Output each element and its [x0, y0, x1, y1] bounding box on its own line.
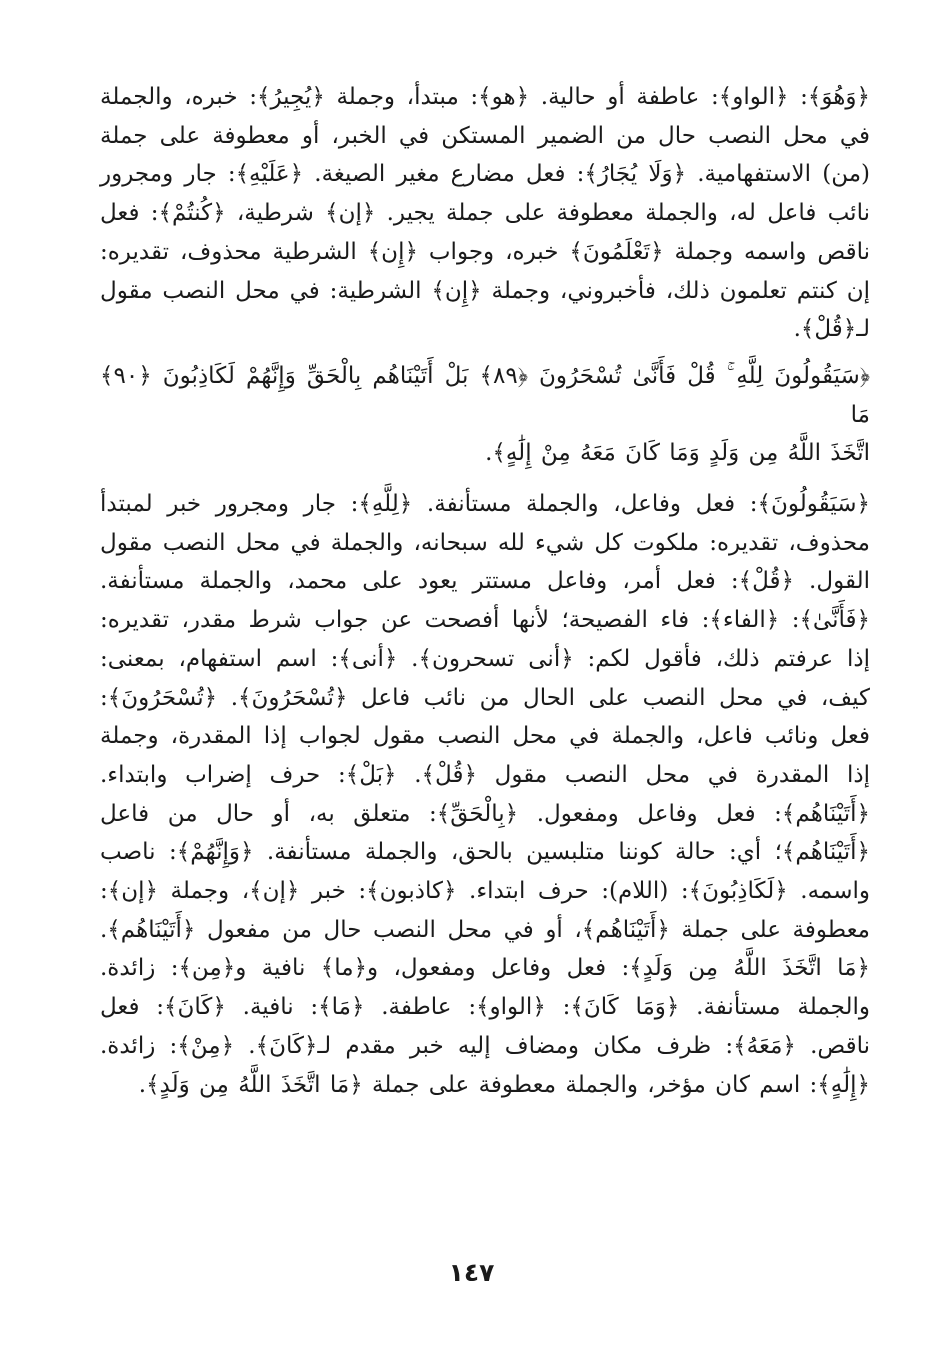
verse-line: اتَّخَذَ اللَّهُ مِن وَلَدٍ وَمَا كَانَ مَعَهُ مِنْ إِلَٰهٍ﴾. — [485, 440, 870, 467]
verse-line: ﴿سَيَقُولُونَ لِلَّهِ ۚ قُلْ فَأَنَّىٰ تُسْحَرُونَ ﴿٨٩﴾ بَلْ أَتَيْنَاهُم بِالْحَقِّ وَإِنَّهُمْ لَكَاذِبُونَ ﴿٩٠﴾ مَا — [100, 362, 870, 428]
page-body — [100, 78, 870, 1104]
page-number: ١٤٧ — [448, 1258, 495, 1287]
commentary-paragraph: ﴿وَهُوَ﴾: ﴿الواو﴾: عاطفة أو حالية. ﴿هو﴾: مبتدأ، وجملة ﴿يُجِيرُ﴾: خبره، والجملة في محل النصب حال من الضمير المستكن في الخبر، أو معطوفة على جملة (من) الاستفهامية. ﴿وَلَا يُجَارُ﴾: فعل مضارع مغير الصيغة. ﴿عَلَيْهِ﴾: جار ومجرور نائب فاعل له، والجملة معطوفة على جملة يجير. ﴿إن﴾ شرطية، ﴿كُنتُمْ﴾: فعل ناقص واسمه وجملة ﴿تَعْلَمُونَ﴾ خبره، وجواب ﴿إِن﴾ الشرطية محذوف، تقديره: إن كنتم تعلمون ذلك، فأخبروني، وجملة ﴿إِن﴾ الشرطية: في محل النصب مقول لـ﴿قُلْ﴾. — [100, 84, 870, 343]
quran-verse — [100, 357, 870, 473]
commentary-paragraph: ﴿سَيَقُولُونَ﴾: فعل وفاعل، والجملة مستأنفة. ﴿لِلَّهِ﴾: جار ومجرور خبر لمبتدأ محذوف، تقديره: ملكوت كل شيء لله سبحانه، والجملة في محل النصب مقول القول. ﴿قُلْ﴾: فعل أمر، وفاعل مستتر يعود على محمد، والجملة مستأنفة. ﴿فَأَنَّىٰ﴾: ﴿الفاء﴾: فاء الفصيحة؛ لأنها أفصحت عن جواب شرط مقدر، تقديره: إذا عرفتم ذلك، فأقول لكم: ﴿أنى تسحرون﴾. ﴿أنى﴾: اسم استفهام، بمعنى: كيف، في محل النصب على الحال من نائب فاعل ﴿تُسْحَرُونَ﴾. ﴿تُسْحَرُونَ﴾: فعل ونائب فاعل، والجملة في محل النصب مقول لجواب إذا المقدرة، وجملة إذا المقدرة في محل النصب مقول ﴿قُلْ﴾. ﴿بَلْ﴾: حرف إضراب وابتداء. ﴿أَتَيْنَاهُم﴾: فعل وفاعل ومفعول. ﴿بِالْحَقِّ﴾: متعلق به، أو حال من فاعل ﴿أَتَيْنَاهُم﴾؛ أي: حالة كوننا متلبسين بالحق، والجملة مستأنفة. ﴿وَإِنَّهُمْ﴾: ناصب واسمه. ﴿لَكَاذِبُونَ﴾: (اللام): حرف ابتداء. ﴿كاذبون﴾: خبر ﴿إن﴾، وجملة ﴿إن﴾: معطوفة على جملة ﴿أَتَيْنَاهُم﴾، أو في محل النصب حال من مفعول ﴿أَتَيْنَاهُم﴾. ﴿مَا اتَّخَذَ اللَّهُ مِن وَلَدٍ﴾: فعل وفاعل ومفعول، و﴿ما﴾ نافية و﴿مِن﴾: زائدة. والجملة مستأنفة. ﴿وَمَا كَانَ﴾: ﴿الواو﴾: عاطفة. ﴿مَا﴾: نافية. ﴿كَانَ﴾: فعل ناقص. ﴿مَعَهُ﴾: ظرف مكان ومضاف إليه خبر مقدم لـ﴿كَانَ﴾. ﴿مِنْ﴾: زائدة. ﴿إِلَٰهٍ﴾: اسم كان مؤخر، والجملة معطوفة على جملة ﴿مَا اتَّخَذَ اللَّهُ مِن وَلَدٍ﴾. — [100, 491, 870, 1098]
